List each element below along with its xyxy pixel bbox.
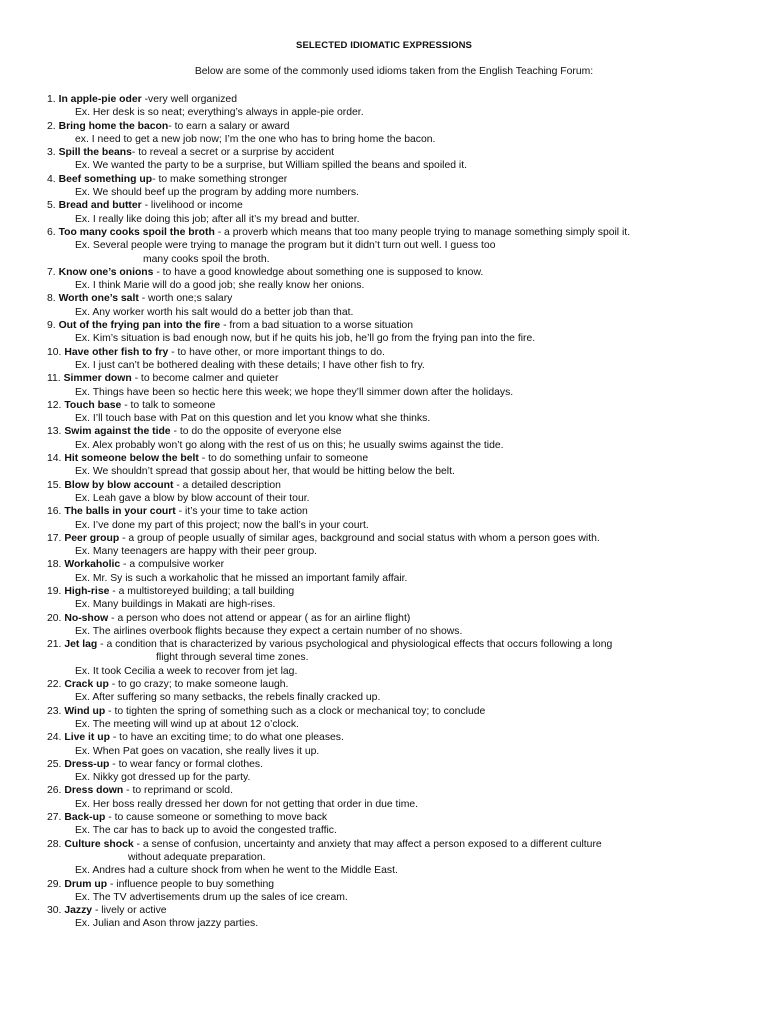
idiom-term: Bring home the bacon bbox=[58, 120, 169, 132]
idiom-number: 19. bbox=[47, 585, 65, 597]
idiom-definition-line bbox=[47, 346, 747, 359]
idiom-meaning: - to tighten the spring of something such as a clock or mechanical toy; to conclude bbox=[105, 705, 486, 717]
idiom-example: Ex. Any worker worth his salt would do a better job than that. bbox=[75, 306, 354, 318]
idiom-entry bbox=[47, 425, 747, 452]
idiom-number: 16. bbox=[47, 506, 65, 518]
idiom-number: 25. bbox=[47, 758, 65, 770]
idiom-entry bbox=[47, 811, 747, 838]
idiom-number: 7. bbox=[47, 266, 59, 278]
idiom-term: Beef something up bbox=[58, 173, 153, 185]
idiom-definition-line bbox=[47, 93, 747, 106]
idiom-entry bbox=[47, 758, 747, 785]
idiom-example: Ex. We wanted the party to be a surprise, but William spilled the beans and spoiled it. bbox=[75, 160, 467, 172]
idiom-number: 8. bbox=[47, 293, 59, 305]
idiom-meaning: - to earn a salary or award bbox=[168, 120, 290, 132]
idiom-number: 2. bbox=[47, 120, 59, 132]
idiom-meaning: - to make something stronger bbox=[152, 173, 288, 185]
idiom-example: Ex. Leah gave a blow by blow account of their tour. bbox=[75, 492, 310, 504]
document-intro: Below are some of the commonly used idioms taken from the English Teaching Forum: bbox=[194, 66, 594, 77]
idiom-continuation-line: without adequate preparation. bbox=[128, 851, 266, 863]
idiom-number: 20. bbox=[47, 612, 65, 624]
idiom-entry bbox=[47, 199, 747, 226]
idiom-meaning: - a multistoreyed building; a tall building bbox=[109, 585, 295, 597]
idiom-definition-line bbox=[47, 199, 747, 212]
idiom-meaning: -very well organized bbox=[141, 94, 237, 105]
idiom-example: Ex. The meeting will wind up at about 12 o’clock. bbox=[75, 718, 299, 730]
idiom-definition-line bbox=[47, 612, 747, 625]
idiom-number: 26. bbox=[47, 785, 65, 797]
idiom-example: Ex. The TV advertisements drum up the sales of ice cream. bbox=[75, 891, 348, 903]
idiom-example: Ex. The airlines overbook flights because they expect a certain number of no shows. bbox=[75, 625, 463, 637]
idiom-example: Ex. Things have been so hectic here this week; we hope they’ll simmer down after the holidays. bbox=[75, 386, 514, 398]
idiom-term: Worth one’s salt bbox=[58, 293, 139, 305]
idiom-meaning: - a sense of confusion, uncertainty and anxiety that may affect a person exposed to a different culture bbox=[133, 838, 602, 850]
idiom-entry bbox=[47, 532, 747, 559]
idiom-definition-line bbox=[47, 226, 747, 239]
idiom-number: 17. bbox=[47, 532, 65, 544]
idiom-continuation-line: many cooks spoil the broth. bbox=[143, 253, 270, 265]
idiom-term: Workaholic bbox=[64, 559, 121, 571]
idiom-definition-line bbox=[47, 838, 747, 851]
idiom-number: 10. bbox=[47, 346, 65, 358]
idiom-definition-line bbox=[47, 558, 747, 571]
idiom-number: 14. bbox=[47, 453, 65, 465]
idiom-definition-line bbox=[47, 173, 747, 186]
idiom-definition-line bbox=[47, 292, 747, 305]
idiom-example: Ex. Julian and Ason throw jazzy parties. bbox=[75, 918, 259, 930]
idiom-number: 24. bbox=[47, 732, 65, 744]
idiom-example: Ex. It took Cecilia a week to recover from jet lag. bbox=[75, 665, 298, 677]
idiom-example: Ex. The car has to back up to avoid the congested traffic. bbox=[75, 825, 337, 837]
idiom-number: 21. bbox=[47, 639, 65, 651]
idiom-entry bbox=[47, 120, 747, 147]
idiom-term: Drum up bbox=[64, 878, 108, 890]
idiom-meaning: - to do the opposite of everyone else bbox=[170, 426, 342, 438]
idiom-entry bbox=[47, 558, 747, 585]
idiom-definition-line bbox=[47, 372, 747, 385]
idiom-meaning: - lively or active bbox=[92, 905, 167, 917]
idiom-number: 4. bbox=[47, 173, 59, 185]
idiom-example: Ex. Many buildings in Makati are high-rises. bbox=[75, 599, 276, 611]
idiom-entry bbox=[47, 266, 747, 293]
idiom-definition-line bbox=[47, 904, 747, 917]
idiom-number: 23. bbox=[47, 705, 65, 717]
idiom-meaning: - to cause someone or something to move back bbox=[105, 812, 328, 824]
idiom-example: ex. I need to get a new job now; I’m the one who has to bring home the bacon. bbox=[75, 133, 436, 145]
idiom-meaning: - to reveal a secret or a surprise by accident bbox=[131, 147, 335, 159]
idiom-example: Ex. I really like doing this job; after all it’s my bread and butter. bbox=[75, 213, 360, 225]
idiom-term: High-rise bbox=[64, 585, 110, 597]
idiom-meaning: - to have an exciting time; to do what one pleases. bbox=[109, 732, 344, 744]
idiom-meaning: - a detailed description bbox=[173, 479, 281, 491]
document-title: SELECTED IDIOMATIC EXPRESSIONS bbox=[296, 40, 472, 51]
idiom-number: 1. bbox=[47, 94, 59, 105]
idiom-number: 18. bbox=[47, 559, 65, 571]
idiom-meaning: - a compulsive worker bbox=[120, 559, 225, 571]
idiom-example: Ex. I’ve done my part of this project; now the ball’s in your court. bbox=[75, 519, 369, 531]
idiom-definition-line bbox=[47, 505, 747, 518]
idiom-example: Ex. After suffering so many setbacks, the rebels finally cracked up. bbox=[75, 692, 381, 704]
idiom-example: Ex. Several people were trying to manage the program but it didn’t turn out well. I guess too bbox=[75, 240, 496, 252]
idiom-entry bbox=[47, 479, 747, 506]
idiom-number: 9. bbox=[47, 320, 59, 332]
idiom-meaning: - a group of people usually of similar ages, background and social status with whom a person goes with. bbox=[119, 532, 600, 544]
idiom-example: Ex. I just can’t be bothered dealing with these details; I have other fish to fry. bbox=[75, 359, 425, 371]
idiom-term: Dress-up bbox=[64, 758, 110, 770]
idiom-meaning: - it’s your time to take action bbox=[175, 506, 308, 518]
idiom-number: 11. bbox=[47, 373, 64, 385]
idiom-entry bbox=[47, 292, 747, 319]
idiom-term: Back-up bbox=[64, 812, 106, 824]
idiom-meaning: - worth one;s salary bbox=[138, 293, 233, 305]
idiom-meaning: - to become calmer and quieter bbox=[131, 373, 279, 385]
idiom-term: Jet lag bbox=[64, 639, 98, 651]
idiom-definition-line bbox=[47, 638, 747, 651]
idiom-meaning: - to wear fancy or formal clothes. bbox=[109, 758, 263, 770]
idiom-meaning: - to talk to someone bbox=[121, 399, 216, 411]
idiom-meaning: - a proverb which means that too many people trying to manage something simply spoil it. bbox=[214, 226, 631, 238]
idiom-term: The balls in your court bbox=[64, 506, 176, 518]
idiom-term: In apple-pie oder bbox=[58, 94, 142, 105]
idiom-term: Jazzy bbox=[64, 905, 93, 917]
idiom-term: Swim against the tide bbox=[64, 426, 171, 438]
idiom-meaning: - to have a good knowledge about something one is supposed to know. bbox=[153, 266, 484, 278]
idiom-number: 15. bbox=[47, 479, 65, 491]
idiom-number: 5. bbox=[47, 200, 59, 212]
idiom-definition-line bbox=[47, 452, 747, 465]
idiom-entry bbox=[47, 705, 747, 732]
idiom-term: Touch base bbox=[64, 399, 122, 411]
idiom-entry bbox=[47, 784, 747, 811]
idiom-term: Peer group bbox=[64, 532, 120, 544]
idiom-example: Ex. We shouldn’t spread that gossip about her, that would be hitting below the belt. bbox=[75, 466, 455, 478]
idiom-definition-line bbox=[47, 479, 747, 492]
idiom-example: Ex. Nikky got dressed up for the party. bbox=[75, 772, 251, 784]
idiom-entry bbox=[47, 173, 747, 200]
idiom-entry bbox=[47, 93, 747, 120]
idiom-entry bbox=[47, 612, 747, 639]
idiom-example: Ex. Mr. Sy is such a workaholic that he missed an important family affair. bbox=[75, 572, 408, 584]
idiom-example: Ex. Alex probably won’t go along with the rest of us on this; he usually swims against the tide. bbox=[75, 439, 504, 451]
idiom-definition-line bbox=[47, 399, 747, 412]
idiom-term: No-show bbox=[64, 612, 109, 624]
idiom-definition-line bbox=[47, 120, 747, 133]
idiom-entry bbox=[47, 904, 747, 931]
idiom-entry bbox=[47, 319, 747, 346]
idiom-term: Wind up bbox=[64, 705, 106, 717]
idiom-term: Dress down bbox=[64, 785, 124, 797]
idiom-definition-line bbox=[47, 532, 747, 545]
idiom-entry bbox=[47, 146, 747, 173]
idiom-example: Ex. Her boss really dressed her down for not getting that order in due time. bbox=[75, 798, 419, 810]
idiom-entry bbox=[47, 399, 747, 426]
idiom-definition-line bbox=[47, 585, 747, 598]
idiom-meaning: - to reprimand or scold. bbox=[123, 785, 233, 797]
idiom-entry bbox=[47, 838, 747, 878]
idiom-number: 28. bbox=[47, 838, 65, 850]
idiom-example: Ex. Andres had a culture shock from when he went to the Middle East. bbox=[75, 865, 398, 877]
idiom-example: Ex. I think Marie will do a good job; she really know her onions. bbox=[75, 280, 365, 292]
idiom-entry bbox=[47, 372, 747, 399]
idiom-example: Ex. Her desk is so neat; everything’s always in apple-pie order. bbox=[75, 107, 364, 119]
idiom-example: Ex. When Pat goes on vacation, she really lives it up. bbox=[75, 745, 320, 757]
idiom-meaning: - from a bad situation to a worse situation bbox=[220, 320, 414, 332]
idiom-list bbox=[47, 93, 747, 931]
idiom-number: 12. bbox=[47, 399, 65, 411]
idiom-meaning: - to do something unfair to someone bbox=[198, 453, 369, 465]
idiom-term: Hit someone below the belt bbox=[64, 453, 199, 465]
idiom-definition-line bbox=[47, 758, 747, 771]
idiom-term: Simmer down bbox=[63, 373, 132, 385]
idiom-definition-line bbox=[47, 425, 747, 438]
idiom-entry bbox=[47, 346, 747, 373]
idiom-example: Ex. Kim’s situation is bad enough now, but if he quits his job, he’ll go from the frying pan into the fire. bbox=[75, 333, 536, 345]
idiom-term: Bread and butter bbox=[58, 200, 142, 212]
idiom-entry bbox=[47, 505, 747, 532]
idiom-definition-line bbox=[47, 811, 747, 824]
idiom-continuation-line: flight through several time zones. bbox=[156, 652, 309, 664]
idiom-definition-line bbox=[47, 146, 747, 159]
idiom-number: 22. bbox=[47, 679, 65, 691]
idiom-definition-line bbox=[47, 705, 747, 718]
idiom-definition-line bbox=[47, 678, 747, 691]
idiom-example: Ex. I’ll touch base with Pat on this question and let you know what she thinks. bbox=[75, 413, 431, 425]
idiom-entry bbox=[47, 585, 747, 612]
idiom-term: Live it up bbox=[64, 732, 110, 744]
idiom-term: Culture shock bbox=[64, 838, 134, 850]
idiom-number: 6. bbox=[47, 226, 59, 238]
idiom-number: 3. bbox=[47, 147, 59, 159]
idiom-term: Too many cooks spoil the broth bbox=[58, 226, 215, 238]
idiom-number: 27. bbox=[47, 812, 65, 824]
idiom-term: Know one’s onions bbox=[58, 266, 154, 278]
idiom-meaning: - to have other, or more important things to do. bbox=[168, 346, 385, 358]
idiom-example: Ex. We should beef up the program by adding more numbers. bbox=[75, 187, 359, 199]
idiom-meaning: - influence people to buy something bbox=[107, 878, 274, 890]
idiom-entry bbox=[47, 731, 747, 758]
idiom-definition-line bbox=[47, 878, 747, 891]
idiom-meaning: - to go crazy; to make someone laugh. bbox=[108, 679, 289, 691]
idiom-number: 13. bbox=[47, 426, 65, 438]
idiom-entry bbox=[47, 226, 747, 266]
idiom-term: Spill the beans bbox=[58, 147, 132, 159]
idiom-term: Out of the frying pan into the fire bbox=[58, 320, 221, 332]
idiom-number: 29. bbox=[47, 878, 65, 890]
idiom-definition-line bbox=[47, 784, 747, 797]
idiom-entry bbox=[47, 452, 747, 479]
idiom-term: Crack up bbox=[64, 679, 109, 691]
idiom-number: 30. bbox=[47, 905, 65, 917]
idiom-entry bbox=[47, 878, 747, 905]
idiom-term: Blow by blow account bbox=[64, 479, 174, 491]
idiom-definition-line bbox=[47, 731, 747, 744]
idiom-definition-line bbox=[47, 266, 747, 279]
idiom-meaning: - a person who does not attend or appear ( as for an airline flight) bbox=[108, 612, 411, 624]
idiom-entry bbox=[47, 678, 747, 705]
idiom-meaning: - livelihood or income bbox=[141, 200, 243, 212]
idiom-entry bbox=[47, 638, 747, 678]
idiom-meaning: - a condition that is characterized by various psychological and physiological effects that occurs following a long bbox=[97, 639, 613, 651]
idiom-example: Ex. Many teenagers are happy with their peer group. bbox=[75, 546, 318, 558]
idiom-definition-line bbox=[47, 319, 747, 332]
idiom-term: Have other fish to fry bbox=[64, 346, 169, 358]
